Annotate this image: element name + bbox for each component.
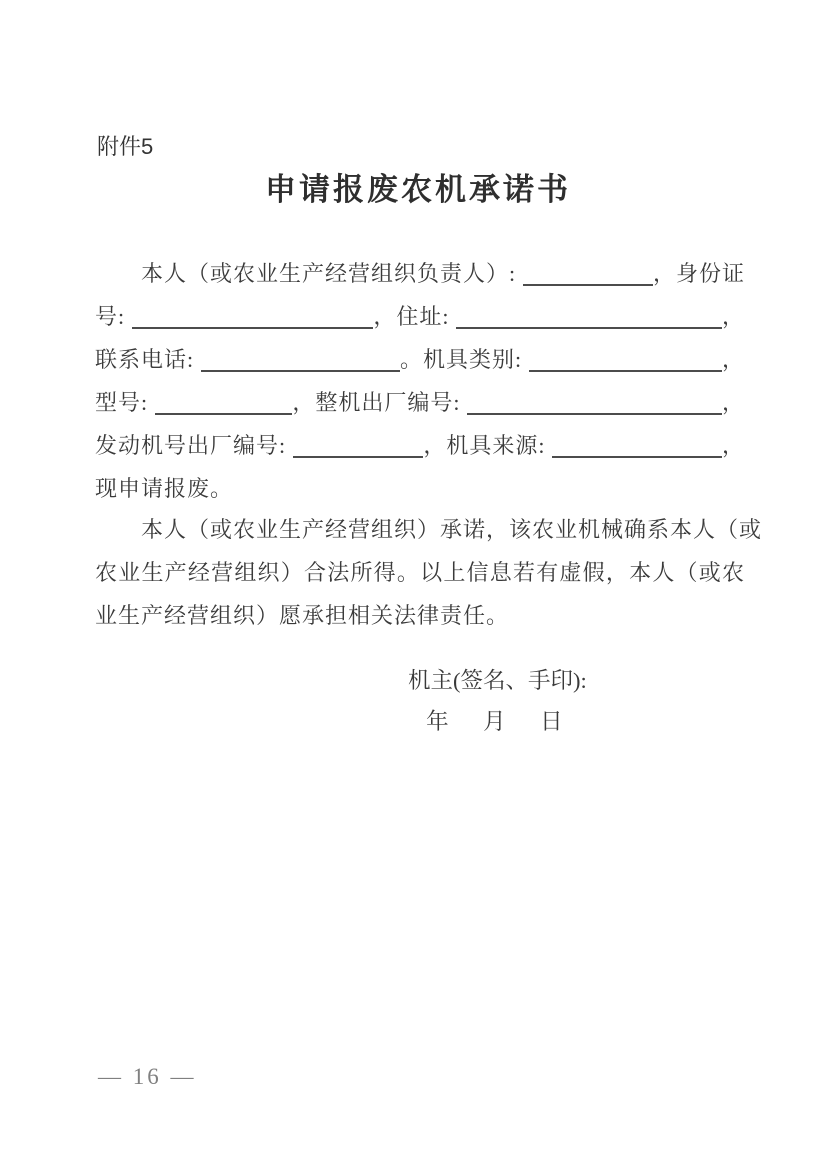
document-title: 申请报废农机承诺书 xyxy=(265,172,571,207)
form-text: 型号: xyxy=(95,390,155,415)
form-text: 联系电话: xyxy=(95,347,201,372)
pledge-line: 业生产经营组织）愿承担相关法律责任。 xyxy=(95,603,510,628)
form-text: 现申请报废。 xyxy=(95,476,234,501)
blank-field xyxy=(552,456,722,458)
form-text: ，住址: xyxy=(373,304,457,329)
form-line xyxy=(95,295,745,338)
form-text: ， xyxy=(721,347,745,372)
form-body xyxy=(95,252,745,510)
signature-date-line: 年 月 日 xyxy=(426,709,569,734)
form-text: 号: xyxy=(95,304,132,329)
form-line xyxy=(95,424,745,467)
blank-field xyxy=(456,327,722,329)
blank-field xyxy=(132,327,374,329)
pledge-line: 农业生产经营组织）合法所得。以上信息若有虚假，本人（或农 xyxy=(95,560,745,585)
form-text: ， xyxy=(721,390,745,415)
attachment-label: 附件5 xyxy=(97,134,154,159)
form-text: ，身份证 xyxy=(652,261,745,286)
blank-field xyxy=(293,456,424,458)
form-line xyxy=(95,467,745,510)
blank-field xyxy=(467,413,722,415)
page-number: — 16 — xyxy=(98,1064,197,1089)
form-text: ， xyxy=(721,433,745,458)
blank-field xyxy=(201,370,400,372)
form-text: 本人（或农业生产经营组织负责人）: xyxy=(141,261,523,286)
signature-owner-label: 机主(签名、手印): xyxy=(408,668,587,693)
form-text: 。机具类别: xyxy=(399,347,529,372)
signature-block xyxy=(408,660,587,742)
form-text: ， xyxy=(721,304,745,329)
blank-field xyxy=(529,370,722,372)
form-line xyxy=(95,381,745,424)
form-text: 发动机号出厂编号: xyxy=(95,433,293,458)
form-line xyxy=(95,252,745,295)
form-text: ，机具来源: xyxy=(423,433,552,458)
blank-field xyxy=(155,413,293,415)
pledge-line: 本人（或农业生产经营组织）承诺，该农业机械确系本人（或 xyxy=(141,517,763,542)
form-text: ，整机出厂编号: xyxy=(292,390,468,415)
blank-field xyxy=(523,284,653,286)
pledge-paragraph xyxy=(95,508,763,637)
form-line xyxy=(95,338,745,381)
